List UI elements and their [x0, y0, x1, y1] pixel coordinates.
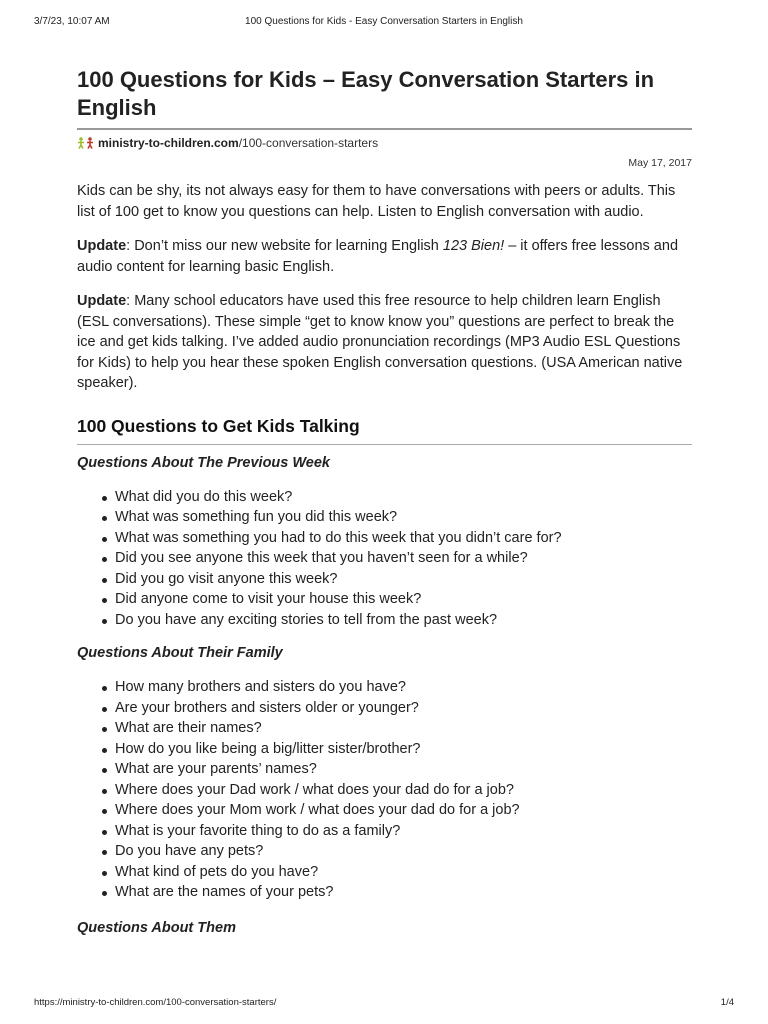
article: [77, 66, 692, 938]
list-item: Do you have any exciting stories to tell from the past week?: [77, 610, 692, 631]
source-line: [77, 135, 692, 151]
update-text-before: : Don’t miss our new website for learning English: [126, 238, 443, 254]
list-item: What are their names?: [77, 718, 692, 739]
publish-date: May 17, 2017: [628, 157, 692, 169]
list-item: How many brothers and sisters do you have?: [77, 677, 692, 698]
site-logo-icon: [77, 137, 95, 149]
print-datetime: 3/7/23, 10:07 AM: [34, 16, 110, 27]
update-paragraph-2: [77, 291, 692, 394]
list-item: How do you like being a big/litter sister/brother?: [77, 739, 692, 760]
bien-link[interactable]: 123 Bien!: [442, 238, 505, 254]
source-path-link[interactable]: /100-conversation-starters: [238, 136, 379, 150]
update-paragraph-1: [77, 236, 692, 277]
subsection-title-family: Questions About Their Family: [77, 645, 283, 661]
subsection-title-previous-week: Questions About The Previous Week: [77, 454, 330, 471]
list-item: What are the names of your pets?: [77, 882, 692, 903]
list-item: Did you see anyone this week that you haven’t seen for a while?: [77, 548, 692, 569]
update-text-after: – it offers free lessons and audio content for learning basic English.: [77, 238, 679, 275]
update-label: Update: [77, 293, 127, 309]
list-item: What kind of pets do you have?: [77, 862, 692, 883]
list-item: What did you do this week?: [77, 487, 692, 508]
print-url: https://ministry-to-children.com/100-conversation-starters/: [34, 997, 277, 1008]
section-heading: 100 Questions to Get Kids Talking: [77, 414, 692, 445]
list-item: What was something you had to do this week that you didn’t care for?: [77, 528, 692, 549]
question-list-family: [77, 677, 692, 903]
list-item: Where does your Dad work / what does your dad do for a job?: [77, 780, 692, 801]
intro-paragraph: Kids can be shy, its not always easy for them to have conversations with peers or adults. This list of 100 get to know you questions can help. Listen to English conversation with audio.: [77, 183, 676, 220]
question-list-previous-week: [77, 487, 692, 631]
print-footer: [34, 997, 734, 1011]
list-item: Are your brothers and sisters older or younger?: [77, 698, 692, 719]
list-item: What was something fun you did this week?: [77, 507, 692, 528]
list-item: Where does your Mom work / what does your dad do for a job?: [77, 800, 692, 821]
page-number: 1/4: [720, 997, 734, 1008]
list-item: Did you go visit anyone this week?: [77, 569, 692, 590]
list-item: Did anyone come to visit your house this week?: [77, 589, 692, 610]
subsection-title-them: Questions About Them: [77, 919, 236, 936]
list-item: What are your parents’ names?: [77, 759, 692, 780]
print-header: [34, 16, 734, 30]
update-text: : Many school educators have used this free resource to help children learn English (ESL conversations). These simple “get to know know you” questions are perfect to break the ice and get kids talking. I’ve added audio pronunciation recordings (MP3 Audio ESL Questions for Kids) to help you hear these spoken English conversation questions. (USA American native speaker).: [77, 293, 683, 391]
source-domain-link[interactable]: ministry-to-children.com: [98, 136, 239, 150]
list-item: Do you have any pets?: [77, 841, 692, 862]
list-item: What is your favorite thing to do as a family?: [77, 821, 692, 842]
print-doc-title: 100 Questions for Kids - Easy Conversation Starters in English: [245, 16, 523, 27]
article-title: 100 Questions for Kids – Easy Conversation Starters in English: [77, 66, 692, 130]
update-label: Update: [77, 238, 127, 254]
